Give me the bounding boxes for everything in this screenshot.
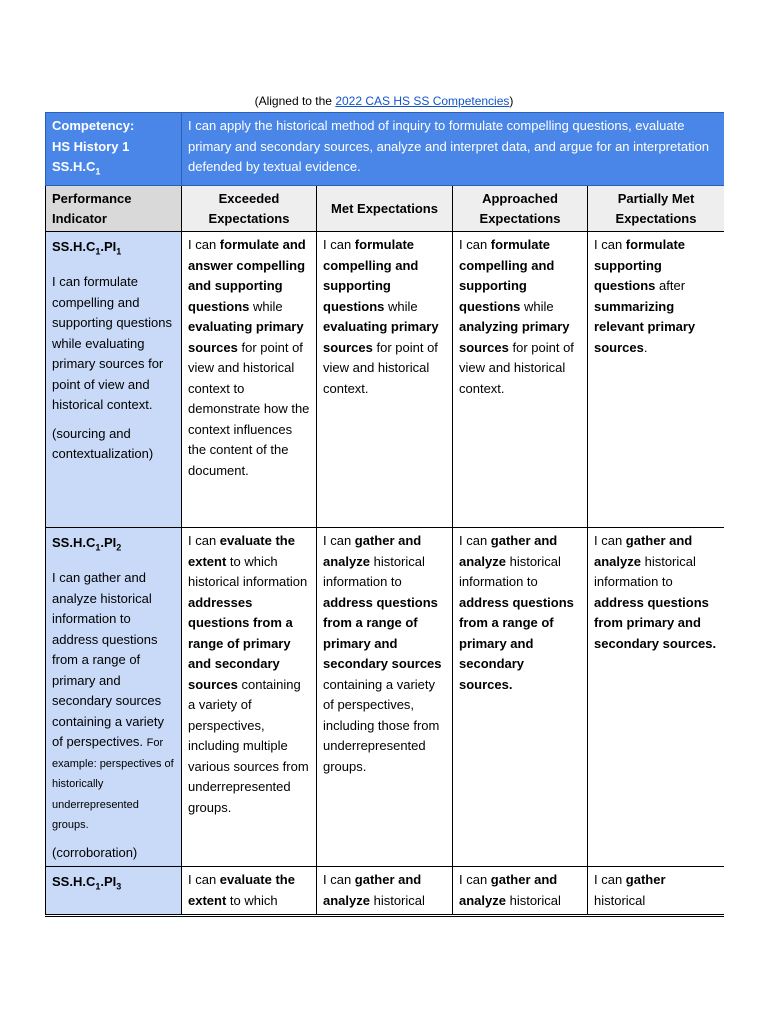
text-segment: I can bbox=[188, 237, 220, 253]
performance-indicator-cell bbox=[46, 528, 182, 867]
bold-phrase: analyzing primary sources bbox=[459, 319, 570, 355]
bold-phrase: evaluate the extent bbox=[188, 533, 295, 569]
bold-phrase: gather and analyze bbox=[594, 533, 693, 569]
competency-label-cell bbox=[46, 113, 182, 186]
bold-phrase: gather and analyze bbox=[459, 533, 558, 569]
exceeded-cell bbox=[182, 867, 317, 915]
bold-phrase: address questions from a range of primary and secondary sources. bbox=[459, 594, 574, 692]
bold-phrase: address questions from a range of primary and secondary sources bbox=[323, 594, 442, 672]
bold-phrase: formulate compelling and supporting questions bbox=[459, 237, 555, 314]
competency-label: Competency: bbox=[52, 118, 135, 133]
text-segment: while bbox=[384, 298, 418, 314]
partially-met-cell bbox=[588, 232, 725, 528]
text-segment: for point of view and historical context. bbox=[323, 339, 438, 396]
competency-statement: I can apply the historical method of inquiry to formulate compelling questions, evaluate primary and secondary sources, analyze and interpret data, and argue for an interpretation defended by textual evidence. bbox=[182, 113, 725, 186]
header-partially-met: Partially Met Expectations bbox=[588, 186, 725, 232]
text-segment: I can bbox=[594, 237, 626, 253]
bold-phrase: address questions from primary and secondary sources. bbox=[594, 594, 717, 651]
header-met: Met Expectations bbox=[317, 186, 453, 232]
approached-cell bbox=[453, 528, 588, 867]
competency-course: HS History 1 bbox=[52, 138, 130, 154]
alignment-suffix: ) bbox=[509, 94, 514, 108]
competencies-link[interactable]: 2022 CAS HS SS Competencies bbox=[335, 94, 510, 108]
alignment-prefix: (Aligned to the bbox=[254, 94, 336, 108]
text-segment: I can bbox=[188, 872, 220, 888]
header-performance-indicator: Performance Indicator bbox=[46, 186, 182, 232]
met-cell bbox=[317, 528, 453, 867]
alignment-note bbox=[0, 93, 768, 109]
bold-phrase: gather and analyze bbox=[459, 872, 558, 908]
pi-code: $SS.H.C_1.PI_3$ bbox=[52, 874, 122, 892]
exceeded-cell bbox=[182, 232, 317, 528]
bold-phrase: evaluating primary sources bbox=[188, 319, 304, 355]
bold-phrase: gather and analyze bbox=[323, 872, 422, 908]
bold-phrase: addresses questions from a range of primary and secondary sources bbox=[188, 594, 293, 692]
text-segment: containing a variety of perspectives, including those from underrepresented groups. bbox=[323, 676, 440, 774]
exceeded-cell bbox=[182, 528, 317, 867]
text-segment: for point of view and historical context to demonstrate how the context influences the content of the document. bbox=[188, 339, 310, 478]
text-segment: historical bbox=[505, 892, 561, 908]
pi-skill-tag: (sourcing and contextualization) bbox=[52, 425, 154, 462]
approached-cell bbox=[453, 232, 588, 528]
bold-phrase: formulate supporting questions bbox=[594, 237, 686, 294]
rubric-table-container bbox=[45, 112, 724, 917]
header-approached: Approached Expectations bbox=[453, 186, 588, 232]
bold-phrase: formulate and answer compelling and supporting questions bbox=[188, 237, 306, 314]
met-cell bbox=[317, 232, 453, 528]
bold-phrase: gather bbox=[625, 872, 666, 888]
text-segment: I can bbox=[323, 872, 355, 888]
text-segment: I can bbox=[594, 872, 626, 888]
text-segment: historical bbox=[369, 892, 425, 908]
text-segment: historical information to bbox=[594, 553, 696, 590]
pi-code: $SS.H.C_1.PI_2$ bbox=[52, 535, 122, 553]
pi-skill-tag: (corroboration) bbox=[52, 844, 138, 860]
text-segment: after bbox=[655, 278, 686, 294]
pi-example-note: For example: perspectives of historically underrepresented groups. bbox=[52, 737, 174, 832]
text-segment: historical information to bbox=[323, 553, 425, 590]
text-segment: historical bbox=[594, 892, 646, 908]
table-row bbox=[46, 528, 725, 867]
text-segment: for point of view and historical context. bbox=[459, 339, 574, 396]
pi-description: I can gather and analyze historical information to address questions from a range of primary and secondary sources containing a variety of perspectives. For example: perspectives of historically underrepresented groups. bbox=[52, 570, 174, 832]
pi-code: $SS.H.C_1.PI_1$ bbox=[52, 239, 122, 257]
performance-indicator-cell bbox=[46, 232, 182, 528]
partially-met-cell bbox=[588, 867, 725, 915]
met-cell bbox=[317, 867, 453, 915]
text-segment: while bbox=[520, 298, 554, 314]
bold-phrase: gather and analyze bbox=[323, 533, 422, 569]
bold-phrase: summarizing relevant primary sources bbox=[594, 298, 696, 355]
header-exceeded: Exceeded Expectations bbox=[182, 186, 317, 232]
text-segment: I can bbox=[459, 533, 491, 549]
text-segment: I can bbox=[459, 872, 491, 888]
pi-description: I can formulate compelling and supporting questions while evaluating primary sources for point of view and historical context. bbox=[52, 274, 172, 413]
text-segment: while bbox=[249, 298, 283, 314]
bold-phrase: evaluate the extent bbox=[188, 872, 295, 908]
bold-phrase: formulate compelling and supporting questions bbox=[323, 237, 419, 314]
text-segment: I can bbox=[594, 533, 626, 549]
competency-code: $SS.H.C_1$ bbox=[52, 159, 101, 177]
bold-phrase: evaluating primary sources bbox=[323, 319, 439, 355]
partially-met-cell bbox=[588, 528, 725, 867]
text-segment: . bbox=[643, 339, 648, 355]
text-segment: to which bbox=[226, 892, 278, 908]
column-header-row bbox=[46, 186, 725, 232]
performance-indicator-cell bbox=[46, 867, 182, 915]
text-segment: historical information to bbox=[459, 553, 561, 590]
text-segment: containing a variety of perspectives, including multiple various sources from underrepresented groups. bbox=[188, 676, 309, 815]
text-segment: to which historical information bbox=[188, 553, 308, 590]
approached-cell bbox=[453, 867, 588, 915]
text-segment: I can bbox=[459, 237, 491, 253]
table-row bbox=[46, 232, 725, 528]
competency-row bbox=[46, 113, 725, 186]
table-row bbox=[46, 867, 725, 915]
text-segment: I can bbox=[188, 533, 220, 549]
rubric-table bbox=[45, 112, 724, 915]
text-segment: I can bbox=[323, 237, 355, 253]
text-segment: I can bbox=[323, 533, 355, 549]
